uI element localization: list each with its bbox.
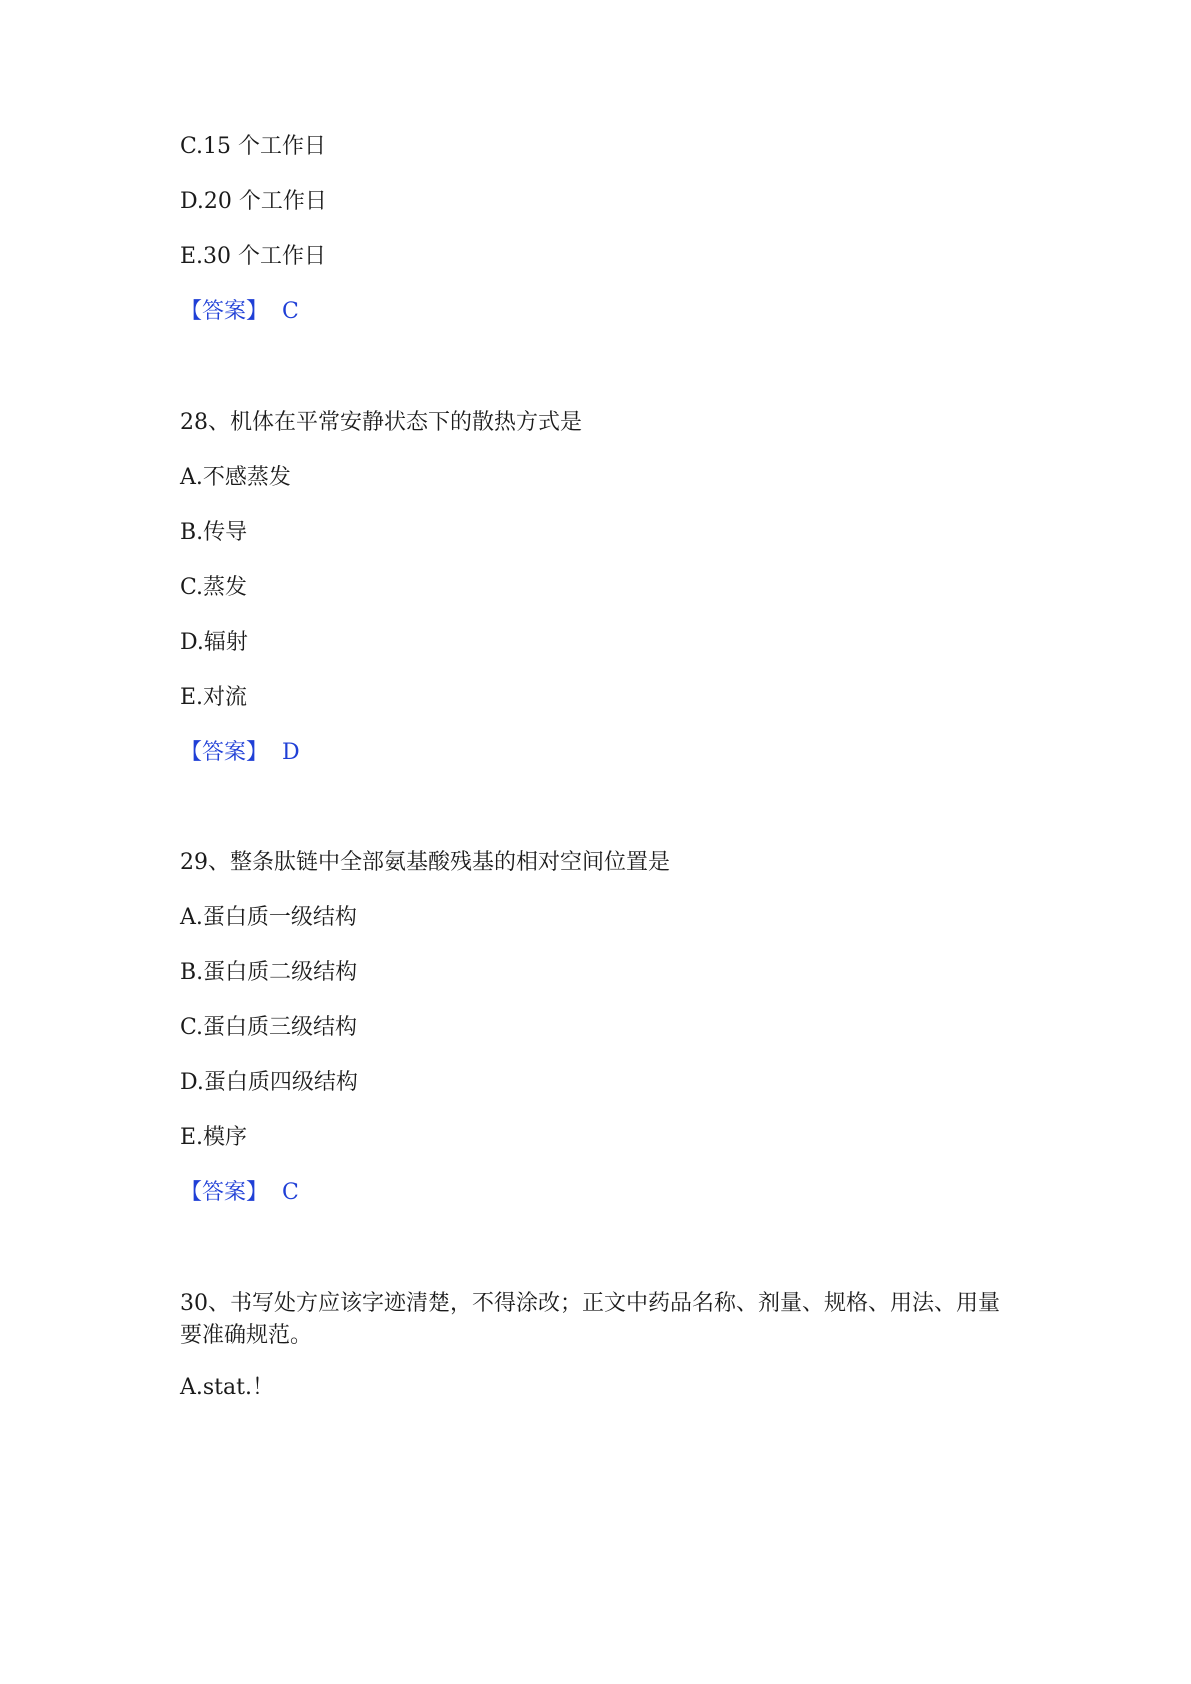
option-e: E.对流 bbox=[180, 685, 248, 710]
option-e: E.30 个工作日 bbox=[180, 244, 327, 269]
answer-label: 【答案】 bbox=[180, 1180, 269, 1205]
answer-value: C bbox=[282, 1180, 299, 1205]
option-d: D.20 个工作日 bbox=[180, 189, 327, 214]
option-a: A.stat.！ bbox=[180, 1375, 274, 1400]
option-b: B.蛋白质二级结构 bbox=[180, 960, 358, 985]
answer-value: D bbox=[282, 740, 300, 765]
question-stem: 29、整条肽链中全部氨基酸残基的相对空间位置是 bbox=[180, 850, 670, 875]
answer-line bbox=[180, 738, 300, 768]
option-d: D.辐射 bbox=[180, 630, 248, 655]
answer-label: 【答案】 bbox=[180, 740, 269, 765]
option-c: C.蒸发 bbox=[180, 575, 248, 600]
answer-line bbox=[180, 297, 299, 327]
option-b: B.传导 bbox=[180, 520, 248, 545]
option-a: A.不感蒸发 bbox=[180, 465, 291, 490]
option-e: E.模序 bbox=[180, 1125, 248, 1150]
question-stem: 30、书写处方应该字迹清楚，不得涂改；正文中药品名称、剂量、规格、用法、用量要准确规范。 bbox=[180, 1291, 1000, 1348]
answer-label: 【答案】 bbox=[180, 299, 269, 324]
option-d: D.蛋白质四级结构 bbox=[180, 1070, 358, 1095]
question-stem: 28、机体在平常安静状态下的散热方式是 bbox=[180, 410, 582, 435]
answer-value: C bbox=[282, 299, 299, 324]
option-a: A.蛋白质一级结构 bbox=[180, 905, 357, 930]
answer-line bbox=[180, 1178, 299, 1208]
option-c: C.15 个工作日 bbox=[180, 134, 327, 159]
option-c: C.蛋白质三级结构 bbox=[180, 1015, 358, 1040]
